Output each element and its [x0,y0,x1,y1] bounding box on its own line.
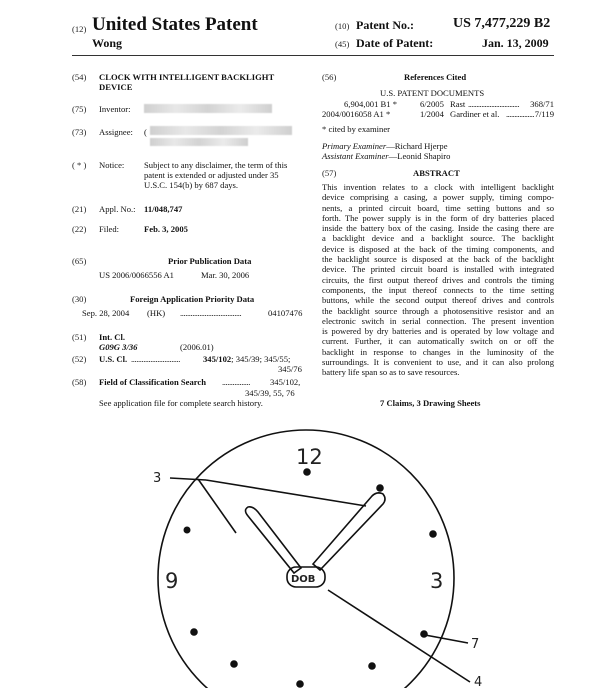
dial-dot [368,662,376,670]
cited-by-examiner: * cited by examiner [322,124,391,134]
us-cl-line2: 345/76 [278,364,302,374]
dial-dot [296,680,304,688]
abstract-line: inside the battery box of the casing. Inside the casing there are [322,223,554,234]
date-label: Date of Patent: [356,36,434,50]
dial-dot [429,530,437,538]
foreign-priority-title: Foreign Application Priority Data [130,294,255,304]
primary-examiner-label: Primary Examiner [322,141,387,151]
code-51: (51) [72,332,87,342]
center-label: DOB [291,574,316,585]
dial-dot [376,484,384,492]
filed-date: Feb. 3, 2005 [144,224,188,234]
code-75: (75) [72,104,87,114]
code-22: (22) [72,224,87,234]
abstract-line: forth. The power supply is in the form of dry batteries placed [322,212,554,223]
notice-line3: U.S.C. 154(b) by 687 days. [144,180,239,190]
code-21: (21) [72,204,87,214]
abstract-line: device comprising a casing, a power supply, timing compo- [322,192,554,203]
code-58: (58) [72,377,87,387]
code-52: (52) [72,354,87,364]
code-notice: ( * ) [72,160,87,170]
prior-pub-title: Prior Publication Data [168,256,252,266]
foreign-country: (HK) [147,308,166,318]
ref-number: 2004/0016058 A1 * [322,109,391,119]
ref-date: 1/2004 [420,109,444,119]
prior-pub-number: US 2006/0066556 A1 [99,270,174,280]
code-12: (12) [72,24,87,34]
ref-class: 368/71 [530,99,554,109]
patent-title: United States Patent [92,14,258,35]
numeral-9: 9 [165,569,179,593]
code-30: (30) [72,294,87,304]
ref-label-7: 7 [471,637,480,652]
abstract-line: circuits, the first output thereof drives and controls the timing [322,274,554,285]
leader-line-7 [425,635,468,643]
us-cl-dots: ............................ [131,354,180,364]
field-search-label: Field of Classification Search [99,377,207,387]
abstract-line: electronic switch in serial connection. The present invention [322,315,554,326]
abstract-line: This invention relates to a clock with intelligent backlight [322,182,554,192]
assistant-examiner-label: Assistant Examiner [322,151,389,161]
foreign-number: 04107476 [268,308,303,318]
assignee-redacted-2 [150,138,248,146]
ref-dots: ............................... [468,99,520,109]
foreign-date: Sep. 28, 2004 [82,308,130,318]
abstract-line: buttons, while the second output thereof drives and controls [322,295,554,306]
patent-no: US 7,477,229 B2 [453,16,551,31]
abstract-title: ABSTRACT [413,168,460,178]
numeral-3: 3 [430,569,444,593]
code-57: (57) [322,168,337,178]
ref-date: 6/2005 [420,99,444,109]
code-45: (45) [335,39,350,49]
reference-row [322,109,554,119]
header-rule [72,55,554,56]
abstract-line: components, the input thereof connects to the time setting [322,284,554,295]
abstract-line: surroundings. It is convenient to use, and it can also prolong [322,357,554,368]
numeral-12: 12 [296,445,323,469]
ref-name: Rast [450,99,466,109]
reference-row [322,99,554,109]
abstract-line: the backlight source through a photosensitive resistor and an [322,305,554,316]
us-cl-label: U.S. Cl. [99,354,128,364]
invention-title-line2: DEVICE [99,82,133,92]
assignee-label: Assignee: [99,127,133,137]
inventor-redacted [144,104,272,113]
appl-no: 11/048,747 [144,204,183,214]
notice-label: Notice: [99,160,125,170]
abstract-line: battery life span so as to save resources. [322,367,460,378]
dial-dot [190,628,198,636]
minute-hand [246,507,302,573]
dial-dot [184,527,191,534]
field-search-v1: 345/102, [270,377,301,387]
leader-line-3c [206,480,366,506]
leader-line-3b [198,479,236,533]
code-56: (56) [322,72,337,82]
references-list [322,99,554,119]
abstract-line: current. Further, it can automatically switch on or off the [322,336,554,347]
ref-label-3: 3 [153,471,162,486]
abstract-line: device. The printed circuit board is installed with integrated [322,264,554,275]
ref-dots: ................. [506,109,535,119]
ref-label-4: 4 [474,675,483,688]
dial-dot [303,468,311,476]
patent-date: Jan. 13, 2009 [482,36,549,50]
assistant-examiner-name: —Leonid Shapiro [388,151,451,161]
us-cl-main: 345/102 [203,354,232,364]
invention-title-line1: CLOCK WITH INTELLIGENT BACKLIGHT [99,72,275,82]
field-search-v2: 345/39, 55, 76 [245,388,295,398]
us-cl-values [203,354,290,364]
abstract-line: device is disposed at the back of the timing components, and [322,243,554,254]
abstract-line: nents, a printed circuit board, time setting buttons and so [322,202,554,213]
header-inventor: Wong [92,36,123,50]
references-title: References Cited [404,72,467,82]
int-cl-version: (2006.01) [180,342,214,352]
us-cl-rest: ; 345/39; 345/55; [231,354,291,364]
abstract-line: a backlight device and a backlight source. The backlight [322,233,554,244]
prior-pub-date: Mar. 30, 2006 [201,270,250,280]
assignee-mark: ( [144,127,147,137]
ref-name: Gardiner et al. [450,109,500,119]
primary-examiner-name: —Richard Hjerpe [386,141,448,151]
foreign-dots: ................................... [180,308,242,318]
code-54: (54) [72,72,87,82]
abstract-line: the backlight source is disposed at the back of the backlight [322,254,554,265]
int-cl-label: Int. Cl. [99,332,126,342]
notice-line1: Subject to any disclaimer, the term of this [144,160,288,170]
hour-hand [313,493,385,570]
see-application: See application file for complete search history. [99,398,263,408]
int-cl-class: G09G 3/36 [99,342,138,352]
filed-label: Filed: [99,224,120,234]
dial-dot [230,660,238,668]
leader-line-3a [170,478,206,480]
ref-class: 7/119 [534,109,554,119]
notice-line2: patent is extended or adjusted under 35 [144,170,279,180]
code-73: (73) [72,127,87,137]
abstract-body [322,182,554,378]
primary-examiner [322,141,448,151]
inventor-label: Inventor: [99,104,131,114]
ref-number: 6,904,001 B1 * [344,99,397,109]
abstract-line: backlight in response to changes in the luminosity of the [322,346,554,357]
field-search-dots: ................ [222,377,250,387]
code-10: (10) [335,21,350,31]
clock-drawing [0,420,606,688]
leader-line-4 [328,590,470,682]
code-65: (65) [72,256,87,266]
patent-no-label: Patent No.: [356,18,414,32]
assistant-examiner [322,151,450,161]
dial-dot [420,630,428,638]
abstract-line: is powered by dry batteries and is operated by low voltage and [322,326,554,337]
assignee-redacted-1 [150,126,292,135]
us-docs-title: U.S. PATENT DOCUMENTS [380,88,485,98]
appl-no-label: Appl. No.: [99,204,136,214]
claims-summary: 7 Claims, 3 Drawing Sheets [380,398,481,408]
